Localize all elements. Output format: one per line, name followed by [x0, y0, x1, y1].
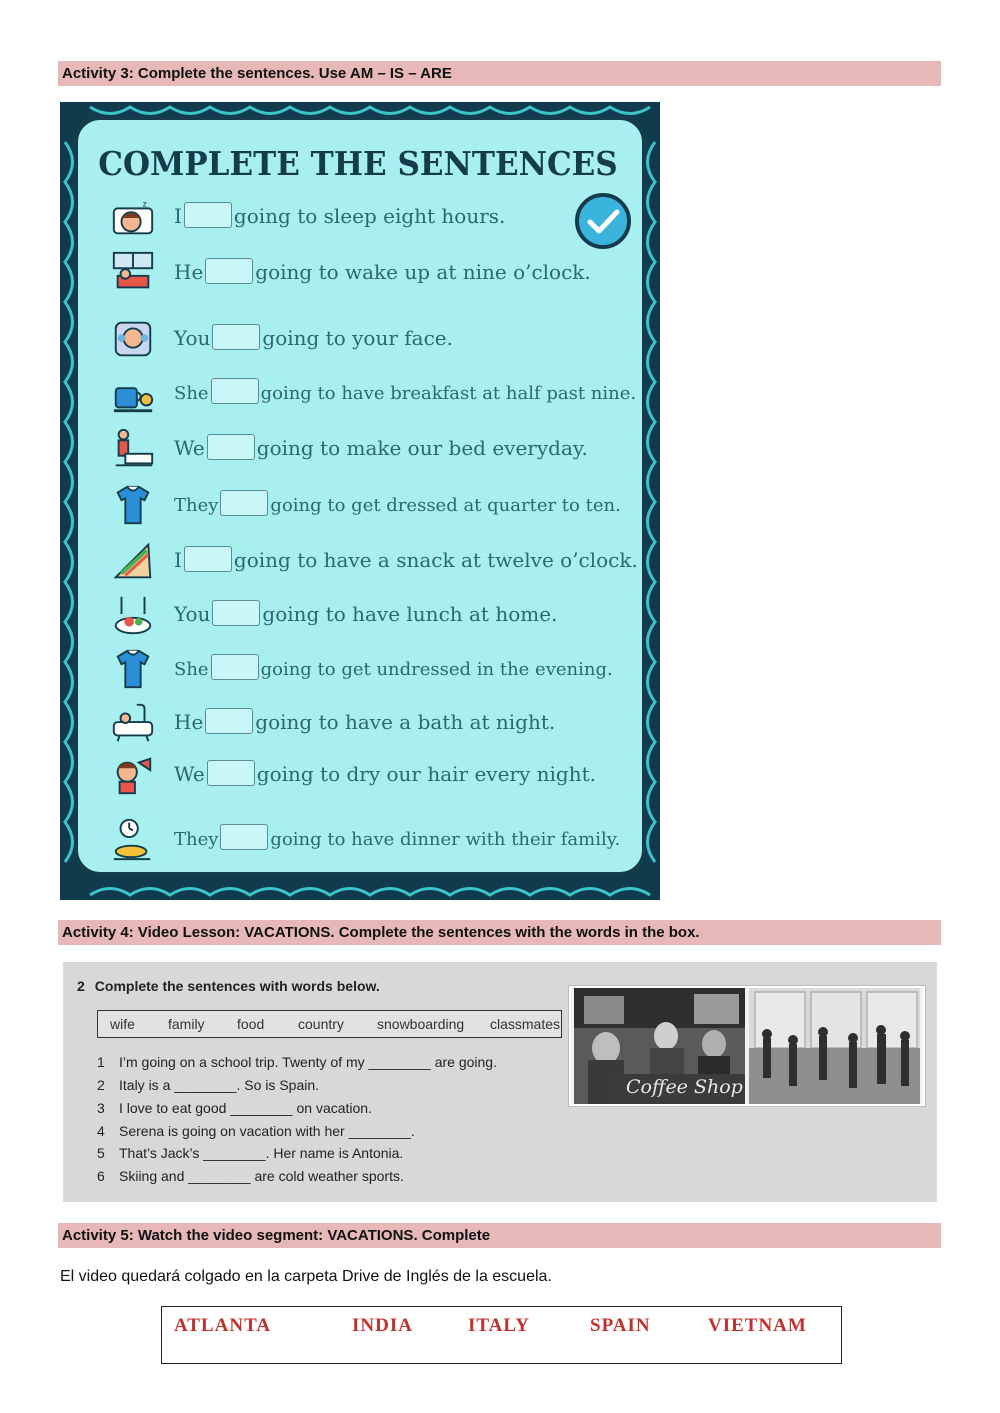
word-box: [97, 1010, 562, 1038]
sentence-text: [174, 760, 596, 786]
sentence-text: [174, 434, 588, 460]
exercise-line: 5 That’s Jack’s ________. Her name is Antonia.: [97, 1145, 404, 1161]
vacation-photos: [569, 986, 925, 1106]
sentence-rest: going to have a bath at night.: [255, 710, 556, 734]
exercise-line: 6 Skiing and ________ are cold weather sports.: [97, 1168, 404, 1184]
place-word: SPAIN: [590, 1315, 651, 1336]
activity3-poster: [60, 102, 660, 900]
breakfast-cup-icon: [110, 370, 156, 416]
sentence-rest: going to dry our hair every night.: [256, 762, 597, 786]
washing-face-icon: [110, 316, 156, 362]
sentence-subject: I: [174, 548, 182, 572]
sentence-text: [174, 654, 613, 680]
word-item: family: [168, 1016, 205, 1032]
coffee-shop-photo: [574, 988, 745, 1104]
sentence-rest: going to make our bed everyday.: [256, 436, 588, 460]
answer-blank[interactable]: [205, 708, 253, 734]
shirt-icon: [110, 646, 156, 692]
exercise-instruction: Complete the sentences with words below.: [94, 978, 380, 994]
sentence-rest: going to get undressed in the evening.: [260, 659, 613, 680]
sentence-rest: going to have lunch at home.: [262, 602, 558, 626]
sentence-subject: She: [174, 383, 209, 404]
sentence-text: [174, 202, 505, 228]
coffee-shop-sign: Coffee Shop: [626, 1076, 743, 1098]
sentence-row: [78, 480, 650, 530]
exercise-line: 4 Serena is going on vacation with her ________.: [97, 1123, 415, 1139]
poster-panel: [74, 116, 646, 876]
activity5-heading: Activity 5: Watch the video segment: VACATIONS. Complete: [58, 1223, 941, 1248]
sentence-row: [78, 248, 650, 298]
sentence-subject: You: [174, 326, 211, 350]
sentence-subject: You: [174, 602, 211, 626]
sentence-row: [78, 536, 650, 586]
places-box: [161, 1306, 842, 1364]
sentence-row: [78, 424, 650, 474]
answer-blank[interactable]: [207, 760, 255, 786]
dinner-clock-icon: [110, 816, 156, 862]
shopping-street-photo: [749, 988, 920, 1104]
place-word: ATLANTA: [174, 1315, 272, 1336]
sentence-text: [174, 378, 636, 404]
answer-blank[interactable]: [184, 546, 232, 572]
sentence-row: [78, 314, 650, 364]
place-word: INDIA: [352, 1315, 413, 1336]
sentence-text: [174, 546, 638, 572]
sentence-rest: going to get dressed at quarter to ten.: [270, 495, 621, 516]
sentence-row: [78, 368, 650, 418]
place-word: VIETNAM: [708, 1315, 807, 1336]
making-bed-icon: [110, 426, 156, 472]
sentence-text: [174, 258, 591, 284]
sentence-text: [174, 324, 453, 350]
sentence-subject: They: [174, 829, 219, 850]
sleeping-face-icon: [110, 194, 156, 240]
sentence-row: [78, 750, 650, 800]
bathtub-icon: [110, 700, 156, 746]
activity3-heading: Activity 3: Complete the sentences. Use AM – IS – ARE: [58, 61, 941, 86]
sentence-subject: We: [174, 436, 205, 460]
sentence-text: [174, 708, 555, 734]
sentence-row: [78, 192, 650, 242]
sentence-subject: I: [174, 204, 182, 228]
hair-dryer-icon: [110, 752, 156, 798]
answer-blank[interactable]: [220, 490, 268, 516]
sentence-text: [174, 490, 621, 516]
shirt-icon: [110, 482, 156, 528]
sentence-row: [78, 698, 650, 748]
exercise-line: 1 I’m going on a school trip. Twenty of my ________ are going.: [97, 1054, 497, 1070]
poster-title: COMPLETE THE SENTENCES: [98, 144, 618, 183]
answer-blank[interactable]: [184, 202, 232, 228]
sentence-text: [174, 824, 620, 850]
sentence-rest: going to have dinner with their family.: [270, 829, 621, 850]
word-item: wife: [110, 1016, 135, 1032]
sentence-rest: going to sleep eight hours.: [233, 204, 506, 228]
bed-window-icon: [110, 250, 156, 296]
answer-blank[interactable]: [220, 824, 268, 850]
sentence-subject: She: [174, 659, 209, 680]
answer-blank[interactable]: [212, 600, 260, 626]
sentence-row: [78, 590, 650, 640]
exercise-line: 2 Italy is a ________. So is Spain.: [97, 1077, 320, 1093]
exercise-title: [77, 978, 380, 994]
sentence-subject: We: [174, 762, 205, 786]
sandwich-icon: [110, 538, 156, 584]
sentence-rest: going to your face.: [262, 326, 453, 350]
answer-blank[interactable]: [212, 324, 260, 350]
answer-blank[interactable]: [211, 654, 259, 680]
answer-blank[interactable]: [205, 258, 253, 284]
word-item: snowboarding: [377, 1016, 465, 1032]
answer-blank[interactable]: [211, 378, 259, 404]
svg-text:z: z: [142, 198, 147, 209]
sentence-rest: going to have a snack at twelve o’clock.: [233, 548, 638, 572]
activity4-exercise: [63, 962, 937, 1202]
exercise-number: 2: [77, 978, 85, 994]
activity4-heading: Activity 4: Video Lesson: VACATIONS. Complete the sentences with the words in the box.: [58, 920, 941, 945]
sentence-row: [78, 644, 650, 694]
sentence-subject: He: [174, 260, 204, 284]
answer-blank[interactable]: [207, 434, 255, 460]
word-item: food: [237, 1016, 265, 1032]
sentence-row: [78, 814, 650, 864]
sentence-rest: going to have breakfast at half past nine.: [260, 383, 637, 404]
place-word: ITALY: [468, 1315, 531, 1336]
word-item: classmates: [490, 1016, 561, 1032]
exercise-line: 3 I love to eat good ________ on vacation.: [97, 1100, 372, 1116]
sentence-subject: They: [174, 495, 219, 516]
video-note: El video quedará colgado en la carpeta Drive de Inglés de la escuela.: [60, 1268, 552, 1285]
sentence-subject: He: [174, 710, 204, 734]
sentence-rest: going to wake up at nine o’clock.: [255, 260, 591, 284]
sentence-text: [174, 600, 557, 626]
word-item: country: [298, 1016, 344, 1032]
lunch-plate-icon: [110, 592, 156, 638]
